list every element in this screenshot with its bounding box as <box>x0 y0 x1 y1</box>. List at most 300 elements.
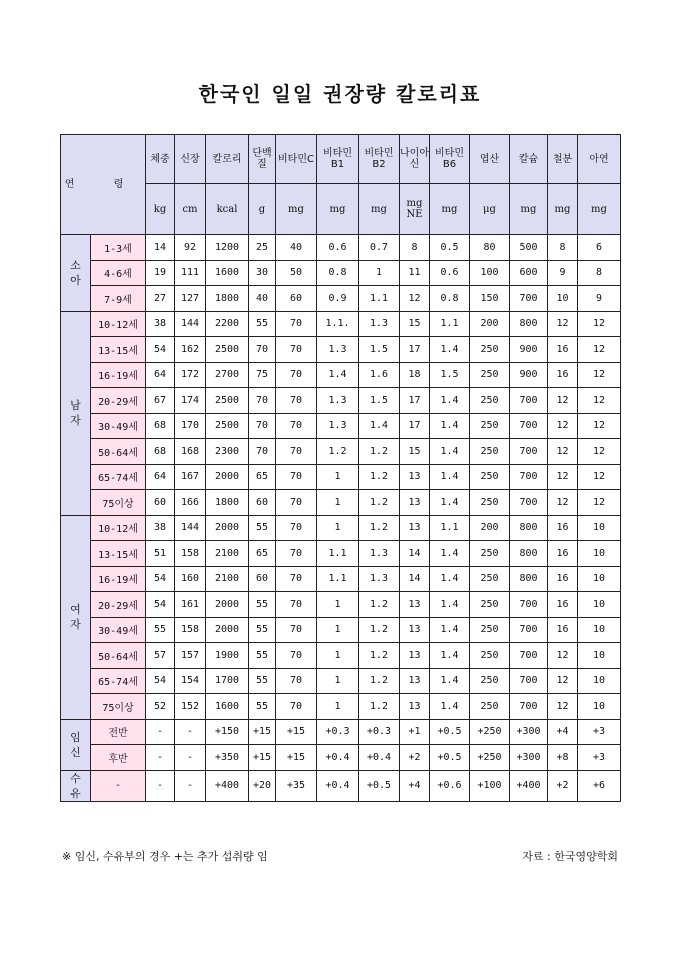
value-cell: 700 <box>510 439 548 465</box>
age-cell: 16-19세 <box>91 362 146 388</box>
value-cell: 70 <box>276 464 317 490</box>
value-cell: 10 <box>578 668 621 694</box>
age-cell: 10-12세 <box>91 311 146 337</box>
group-label-text: 수유 <box>70 771 81 800</box>
value-cell: 30 <box>249 260 276 286</box>
value-cell: 54 <box>146 668 175 694</box>
table-row <box>61 260 621 286</box>
value-cell: 2000 <box>206 617 249 643</box>
col-header-unit: mg <box>510 184 548 235</box>
value-cell: +0.5 <box>430 745 470 771</box>
value-cell: 0.5 <box>430 235 470 261</box>
value-cell: +20 <box>249 770 276 801</box>
value-cell: 51 <box>146 541 175 567</box>
value-cell: 172 <box>175 362 206 388</box>
value-cell: 12 <box>578 490 621 516</box>
value-cell: +2 <box>400 745 430 771</box>
value-cell: 40 <box>276 235 317 261</box>
value-cell: +2 <box>548 770 578 801</box>
age-cell: 50-64세 <box>91 643 146 669</box>
value-cell: 1.4 <box>430 592 470 618</box>
value-cell: 27 <box>146 286 175 312</box>
value-cell: 700 <box>510 388 548 414</box>
header-name-row <box>61 135 621 184</box>
age-cell: 10-12세 <box>91 515 146 541</box>
value-cell: 13 <box>400 668 430 694</box>
value-cell: 700 <box>510 592 548 618</box>
age-cell: 20-29세 <box>91 388 146 414</box>
col-header-name: 아연 <box>578 135 621 184</box>
value-cell: 70 <box>276 362 317 388</box>
value-cell: 17 <box>400 388 430 414</box>
value-cell: 19 <box>146 260 175 286</box>
value-cell: 12 <box>548 439 578 465</box>
value-cell: 12 <box>548 694 578 720</box>
value-cell: 1.4 <box>430 439 470 465</box>
value-cell: 150 <box>470 286 510 312</box>
group-label <box>61 515 91 719</box>
value-cell: 70 <box>276 592 317 618</box>
table-row <box>61 592 621 618</box>
value-cell: 800 <box>510 311 548 337</box>
value-cell: 0.7 <box>359 235 400 261</box>
value-cell: 1.2 <box>359 464 400 490</box>
value-cell: 1 <box>317 694 359 720</box>
value-cell: 13 <box>400 490 430 516</box>
value-cell: 2100 <box>206 541 249 567</box>
age-cell: 4-6세 <box>91 260 146 286</box>
age-cell: 7-9세 <box>91 286 146 312</box>
value-cell: 11 <box>400 260 430 286</box>
footnote: ※ 임신, 수유부의 경우 +는 추가 섭취량 임 <box>62 850 268 863</box>
value-cell: 55 <box>249 643 276 669</box>
table-row <box>61 413 621 439</box>
value-cell: 158 <box>175 617 206 643</box>
value-cell: 1600 <box>206 694 249 720</box>
value-cell: 900 <box>510 337 548 363</box>
value-cell: +3 <box>578 719 621 745</box>
table-row <box>61 490 621 516</box>
col-header-name: 비타민B1 <box>317 135 359 184</box>
value-cell: 700 <box>510 286 548 312</box>
value-cell: 1800 <box>206 286 249 312</box>
value-cell: 12 <box>578 388 621 414</box>
table-row <box>61 694 621 720</box>
value-cell: +15 <box>249 745 276 771</box>
table-row <box>61 464 621 490</box>
value-cell: 70 <box>276 643 317 669</box>
value-cell: 1.4 <box>359 413 400 439</box>
value-cell: 167 <box>175 464 206 490</box>
value-cell: 70 <box>276 515 317 541</box>
value-cell: 13 <box>400 617 430 643</box>
value-cell: - <box>175 745 206 771</box>
value-cell: 1.2 <box>359 515 400 541</box>
value-cell: 1 <box>317 464 359 490</box>
value-cell: 161 <box>175 592 206 618</box>
value-cell: 250 <box>470 566 510 592</box>
value-cell: 1.4 <box>430 668 470 694</box>
value-cell: 50 <box>276 260 317 286</box>
value-cell: 1.5 <box>359 388 400 414</box>
value-cell: 500 <box>510 235 548 261</box>
value-cell: 1.4 <box>430 643 470 669</box>
group-label-text: 남자 <box>70 399 81 427</box>
age-cell: 65-74세 <box>91 464 146 490</box>
value-cell: +400 <box>510 770 548 801</box>
value-cell: 152 <box>175 694 206 720</box>
value-cell: 250 <box>470 643 510 669</box>
age-header: 연 령 <box>61 135 146 235</box>
value-cell: 1900 <box>206 643 249 669</box>
value-cell: 60 <box>249 490 276 516</box>
col-header-name: 엽산 <box>470 135 510 184</box>
value-cell: 70 <box>276 413 317 439</box>
value-cell: 1.3 <box>317 388 359 414</box>
value-cell: 17 <box>400 413 430 439</box>
age-cell: - <box>91 770 146 801</box>
value-cell: 170 <box>175 413 206 439</box>
table-body <box>61 235 621 802</box>
value-cell: +300 <box>510 719 548 745</box>
value-cell: 12 <box>548 490 578 516</box>
value-cell: 250 <box>470 464 510 490</box>
value-cell: +350 <box>206 745 249 771</box>
value-cell: 700 <box>510 643 548 669</box>
col-header-name: 비타민B6 <box>430 135 470 184</box>
value-cell: +15 <box>276 745 317 771</box>
value-cell: 250 <box>470 388 510 414</box>
value-cell: 8 <box>400 235 430 261</box>
value-cell: 1.5 <box>359 337 400 363</box>
value-cell: 1.4 <box>430 388 470 414</box>
value-cell: 250 <box>470 668 510 694</box>
value-cell: 10 <box>548 286 578 312</box>
value-cell: 200 <box>470 515 510 541</box>
value-cell: 700 <box>510 464 548 490</box>
value-cell: 1.3 <box>317 413 359 439</box>
value-cell: 10 <box>578 643 621 669</box>
value-cell: 68 <box>146 413 175 439</box>
age-cell: 75이상 <box>91 694 146 720</box>
value-cell: 13 <box>400 643 430 669</box>
col-header-name: 칼로리 <box>206 135 249 184</box>
value-cell: 54 <box>146 337 175 363</box>
value-cell: 1.1 <box>317 541 359 567</box>
value-cell: 2000 <box>206 464 249 490</box>
table-row <box>61 541 621 567</box>
value-cell: 17 <box>400 337 430 363</box>
value-cell: 65 <box>249 541 276 567</box>
age-cell: 75이상 <box>91 490 146 516</box>
value-cell: +15 <box>276 719 317 745</box>
value-cell: 55 <box>146 617 175 643</box>
value-cell: 1.5 <box>430 362 470 388</box>
value-cell: 12 <box>578 362 621 388</box>
value-cell: 250 <box>470 337 510 363</box>
value-cell: 250 <box>470 413 510 439</box>
value-cell: 52 <box>146 694 175 720</box>
value-cell: 0.6 <box>317 235 359 261</box>
value-cell: 157 <box>175 643 206 669</box>
value-cell: 1.4 <box>430 566 470 592</box>
value-cell: 12 <box>578 439 621 465</box>
value-cell: 250 <box>470 617 510 643</box>
value-cell: 600 <box>510 260 548 286</box>
value-cell: 1.1 <box>317 566 359 592</box>
value-cell: 54 <box>146 566 175 592</box>
value-cell: - <box>146 745 175 771</box>
value-cell: 70 <box>276 668 317 694</box>
value-cell: 10 <box>578 515 621 541</box>
value-cell: 250 <box>470 592 510 618</box>
value-cell: +0.5 <box>430 719 470 745</box>
value-cell: 1.3 <box>317 337 359 363</box>
value-cell: +0.3 <box>359 719 400 745</box>
value-cell: 0.9 <box>317 286 359 312</box>
value-cell: 160 <box>175 566 206 592</box>
age-cell: 65-74세 <box>91 668 146 694</box>
value-cell: +3 <box>578 745 621 771</box>
value-cell: 14 <box>400 541 430 567</box>
table-row <box>61 235 621 261</box>
value-cell: 1.6 <box>359 362 400 388</box>
value-cell: 0.6 <box>430 260 470 286</box>
group-label-text: 소아 <box>70 258 81 287</box>
value-cell: 38 <box>146 311 175 337</box>
value-cell: 55 <box>249 515 276 541</box>
table-row <box>61 566 621 592</box>
value-cell: 13 <box>400 592 430 618</box>
source-credit: 자료 : 한국영양학회 <box>522 850 618 863</box>
value-cell: 1.4 <box>430 541 470 567</box>
value-cell: 166 <box>175 490 206 516</box>
col-header-name: 신장 <box>175 135 206 184</box>
table-row <box>61 362 621 388</box>
value-cell: 70 <box>249 337 276 363</box>
value-cell: 12 <box>400 286 430 312</box>
col-header-unit: mg <box>578 184 621 235</box>
value-cell: 12 <box>548 668 578 694</box>
value-cell: 16 <box>548 566 578 592</box>
value-cell: 1200 <box>206 235 249 261</box>
calorie-table-wrapper <box>60 134 621 802</box>
value-cell: 70 <box>249 439 276 465</box>
value-cell: 700 <box>510 617 548 643</box>
value-cell: +150 <box>206 719 249 745</box>
value-cell: 25 <box>249 235 276 261</box>
value-cell: 14 <box>400 566 430 592</box>
value-cell: 55 <box>249 311 276 337</box>
value-cell: +4 <box>400 770 430 801</box>
value-cell: - <box>146 770 175 801</box>
value-cell: 1.2 <box>359 592 400 618</box>
group-label <box>61 311 91 515</box>
table-row <box>61 719 621 745</box>
col-header-name: 나이아신 <box>400 135 430 184</box>
value-cell: 127 <box>175 286 206 312</box>
value-cell: 65 <box>249 464 276 490</box>
value-cell: - <box>175 719 206 745</box>
col-header-unit: mg <box>430 184 470 235</box>
age-cell: 50-64세 <box>91 439 146 465</box>
value-cell: 158 <box>175 541 206 567</box>
table-row <box>61 668 621 694</box>
value-cell: 12 <box>548 643 578 669</box>
value-cell: 12 <box>578 311 621 337</box>
value-cell: 2100 <box>206 566 249 592</box>
value-cell: 1.4 <box>430 694 470 720</box>
col-header-unit: mg <box>359 184 400 235</box>
value-cell: 60 <box>146 490 175 516</box>
value-cell: 250 <box>470 694 510 720</box>
value-cell: 55 <box>249 694 276 720</box>
page-title: 한국인 일일 권장량 칼로리표 <box>198 82 482 106</box>
value-cell: 10 <box>578 541 621 567</box>
col-header-name: 비타민C <box>276 135 317 184</box>
value-cell: 10 <box>578 617 621 643</box>
col-header-unit: mg NE <box>400 184 430 235</box>
value-cell: 10 <box>578 694 621 720</box>
value-cell: 70 <box>276 541 317 567</box>
value-cell: 111 <box>175 260 206 286</box>
value-cell: 1 <box>317 617 359 643</box>
value-cell: 800 <box>510 541 548 567</box>
value-cell: 154 <box>175 668 206 694</box>
age-cell: 전반 <box>91 719 146 745</box>
value-cell: 1.4 <box>430 490 470 516</box>
value-cell: 1.4 <box>430 337 470 363</box>
value-cell: 0.8 <box>430 286 470 312</box>
value-cell: 1.3 <box>359 541 400 567</box>
value-cell: 1.2 <box>359 490 400 516</box>
value-cell: 800 <box>510 566 548 592</box>
col-header-unit: kcal <box>206 184 249 235</box>
value-cell: +300 <box>510 745 548 771</box>
value-cell: 100 <box>470 260 510 286</box>
value-cell: 1 <box>317 592 359 618</box>
value-cell: 70 <box>276 617 317 643</box>
table-row <box>61 388 621 414</box>
value-cell: 13 <box>400 464 430 490</box>
value-cell: 1.4 <box>317 362 359 388</box>
value-cell: 80 <box>470 235 510 261</box>
value-cell: +0.5 <box>359 770 400 801</box>
value-cell: 1.1 <box>430 311 470 337</box>
value-cell: 55 <box>249 592 276 618</box>
value-cell: 1.4 <box>430 617 470 643</box>
value-cell: 55 <box>249 617 276 643</box>
value-cell: 1 <box>359 260 400 286</box>
value-cell: 9 <box>548 260 578 286</box>
value-cell: 12 <box>548 464 578 490</box>
value-cell: 70 <box>276 439 317 465</box>
value-cell: 174 <box>175 388 206 414</box>
table-row <box>61 617 621 643</box>
value-cell: 1.2 <box>359 668 400 694</box>
value-cell: 1 <box>317 643 359 669</box>
value-cell: 2500 <box>206 337 249 363</box>
value-cell: 68 <box>146 439 175 465</box>
value-cell: 1 <box>317 668 359 694</box>
col-header-unit: mg <box>317 184 359 235</box>
value-cell: 57 <box>146 643 175 669</box>
value-cell: 1.2 <box>359 439 400 465</box>
table-row <box>61 515 621 541</box>
value-cell: 12 <box>578 413 621 439</box>
value-cell: 2500 <box>206 413 249 439</box>
value-cell: 1 <box>317 490 359 516</box>
value-cell: 700 <box>510 413 548 439</box>
value-cell: 1.2 <box>359 694 400 720</box>
col-header-name: 단백질 <box>249 135 276 184</box>
value-cell: +250 <box>470 719 510 745</box>
value-cell: +8 <box>548 745 578 771</box>
value-cell: 12 <box>548 311 578 337</box>
value-cell: 2300 <box>206 439 249 465</box>
table-row <box>61 643 621 669</box>
age-cell: 1-3세 <box>91 235 146 261</box>
value-cell: 250 <box>470 439 510 465</box>
value-cell: 700 <box>510 694 548 720</box>
value-cell: 75 <box>249 362 276 388</box>
value-cell: 12 <box>578 464 621 490</box>
value-cell: 64 <box>146 362 175 388</box>
value-cell: 16 <box>548 617 578 643</box>
value-cell: - <box>146 719 175 745</box>
value-cell: +15 <box>249 719 276 745</box>
value-cell: 18 <box>400 362 430 388</box>
table-row <box>61 337 621 363</box>
value-cell: 1.3 <box>359 311 400 337</box>
table-row <box>61 439 621 465</box>
value-cell: 250 <box>470 541 510 567</box>
value-cell: 700 <box>510 668 548 694</box>
age-cell: 후반 <box>91 745 146 771</box>
group-label <box>61 235 91 312</box>
value-cell: 15 <box>400 311 430 337</box>
value-cell: +100 <box>470 770 510 801</box>
value-cell: 1.4 <box>430 464 470 490</box>
value-cell: 1.2 <box>359 617 400 643</box>
value-cell: 1.4 <box>430 413 470 439</box>
value-cell: 16 <box>548 541 578 567</box>
value-cell: 1600 <box>206 260 249 286</box>
value-cell: 1.3 <box>359 566 400 592</box>
value-cell: 12 <box>578 337 621 363</box>
value-cell: 67 <box>146 388 175 414</box>
value-cell: +6 <box>578 770 621 801</box>
value-cell: 2000 <box>206 592 249 618</box>
value-cell: 2500 <box>206 388 249 414</box>
value-cell: 2200 <box>206 311 249 337</box>
value-cell: +0.4 <box>317 770 359 801</box>
value-cell: 70 <box>276 388 317 414</box>
value-cell: 9 <box>578 286 621 312</box>
value-cell: 10 <box>578 566 621 592</box>
calorie-table <box>60 134 621 802</box>
value-cell: 800 <box>510 515 548 541</box>
value-cell: 200 <box>470 311 510 337</box>
value-cell: 8 <box>578 260 621 286</box>
value-cell: 60 <box>249 566 276 592</box>
value-cell: 40 <box>249 286 276 312</box>
value-cell: 70 <box>276 490 317 516</box>
value-cell: 16 <box>548 337 578 363</box>
value-cell: 0.8 <box>317 260 359 286</box>
col-header-unit: cm <box>175 184 206 235</box>
value-cell: 2700 <box>206 362 249 388</box>
